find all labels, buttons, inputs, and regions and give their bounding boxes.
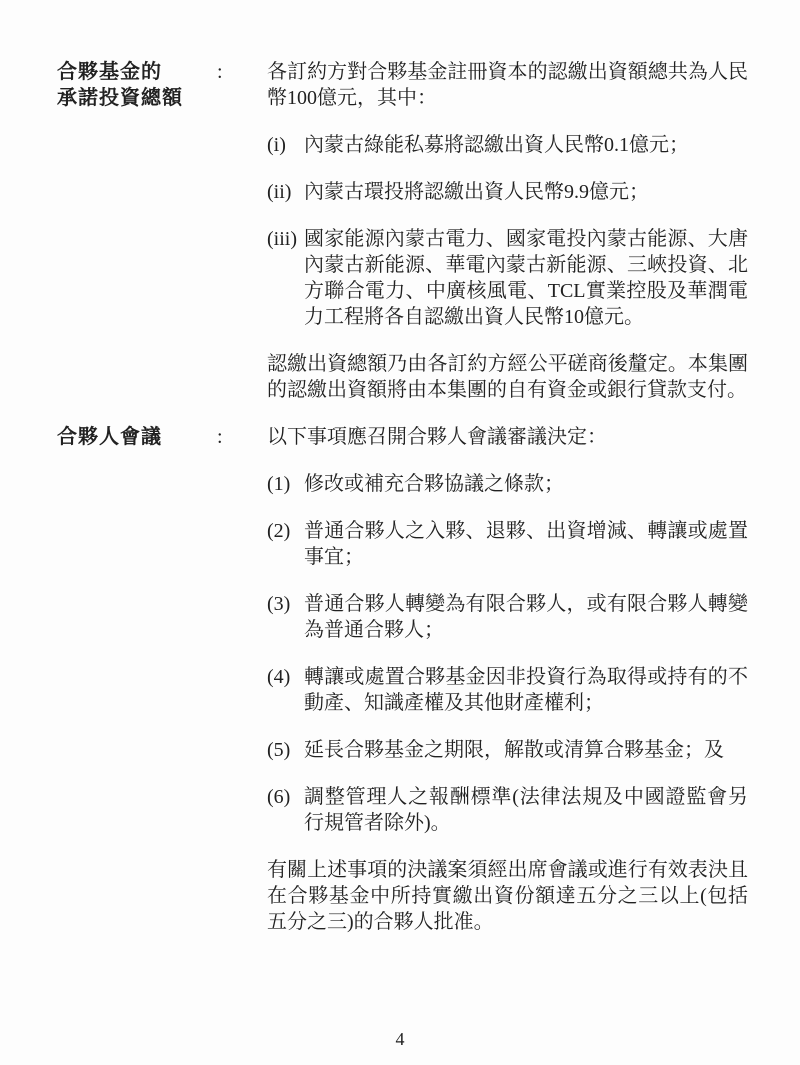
list-item [267, 132, 748, 158]
section-label [57, 59, 215, 111]
section-partnership-fund-committed-investment [57, 59, 748, 403]
list-item [267, 737, 748, 763]
list-item [267, 518, 748, 570]
list-item-marker: (i) [267, 134, 286, 156]
label-separator: : [217, 426, 223, 448]
section-body [267, 424, 748, 935]
section-label-line: 合夥人會議 [57, 426, 162, 448]
list-item [267, 226, 748, 330]
list-item [267, 591, 748, 643]
list-item-marker: (1) [267, 473, 291, 495]
section-label-line: 承諾投資總額 [57, 87, 183, 109]
list-item-text: 修改或補充合夥協議之條款； [304, 473, 564, 495]
list-item-text: 調整管理人之報酬標準(法律法規及中國證監會另行規管者除外)。 [304, 786, 748, 834]
section-label-line: 合夥基金的 [57, 61, 162, 83]
list-item [267, 179, 748, 205]
list-item [267, 784, 748, 836]
list-item-marker: (4) [267, 666, 291, 688]
list-item-marker: (iii) [267, 228, 297, 250]
list-item-marker: (6) [267, 786, 291, 808]
page-number: 4 [395, 1029, 405, 1049]
list-item [267, 471, 748, 497]
section-body [267, 59, 748, 403]
section-closing: 認繳出資總額乃由各訂約方經公平磋商後釐定。本集團的認繳出資額將由本集團的自有資金或銀行貸款支付。 [267, 353, 748, 401]
list-item-text: 普通合夥人轉變為有限合夥人，或有限合夥人轉變為普通合夥人； [304, 593, 748, 641]
list-item-marker: (5) [267, 739, 291, 761]
section-closing: 有關上述事項的決議案須經出席會議或進行有效表決且在合夥基金中所持實繳出資份額達五分之三以上(包括五分之三)的合夥人批准。 [267, 859, 748, 933]
list-item-text: 內蒙古綠能私募將認繳出資人民幣0.1億元； [304, 134, 689, 156]
section-partners-meeting [57, 424, 748, 935]
list-item-marker: (3) [267, 593, 291, 615]
list-item-text: 內蒙古環投將認繳出資人民幣9.9億元； [304, 181, 649, 203]
list-item-marker: (ii) [267, 181, 292, 203]
list-item [267, 664, 748, 716]
list-item-marker: (2) [267, 520, 291, 542]
section-intro: 以下事項應召開合夥人會議審議決定： [267, 426, 607, 448]
list-item-text: 普通合夥人之入夥、退夥、出資增減、轉讓或處置事宜； [304, 520, 748, 568]
section-label [57, 424, 215, 450]
label-separator: : [217, 61, 223, 83]
list-item-text: 延長合夥基金之期限，解散或清算合夥基金；及 [304, 739, 724, 761]
list-item-text: 國家能源內蒙古電力、國家電投內蒙古能源、大唐內蒙古新能源、華電內蒙古新能源、三峽投資、北方聯合電力、中廣核風電、TCL實業控股及華潤電力工程將各自認繳出資人民幣10億元。 [304, 228, 748, 328]
section-intro: 各訂約方對合夥基金註冊資本的認繳出資額總共為人民幣100億元，其中： [267, 61, 748, 109]
list-item-text: 轉讓或處置合夥基金因非投資行為取得或持有的不動產、知識產權及其他財產權利； [304, 666, 748, 714]
